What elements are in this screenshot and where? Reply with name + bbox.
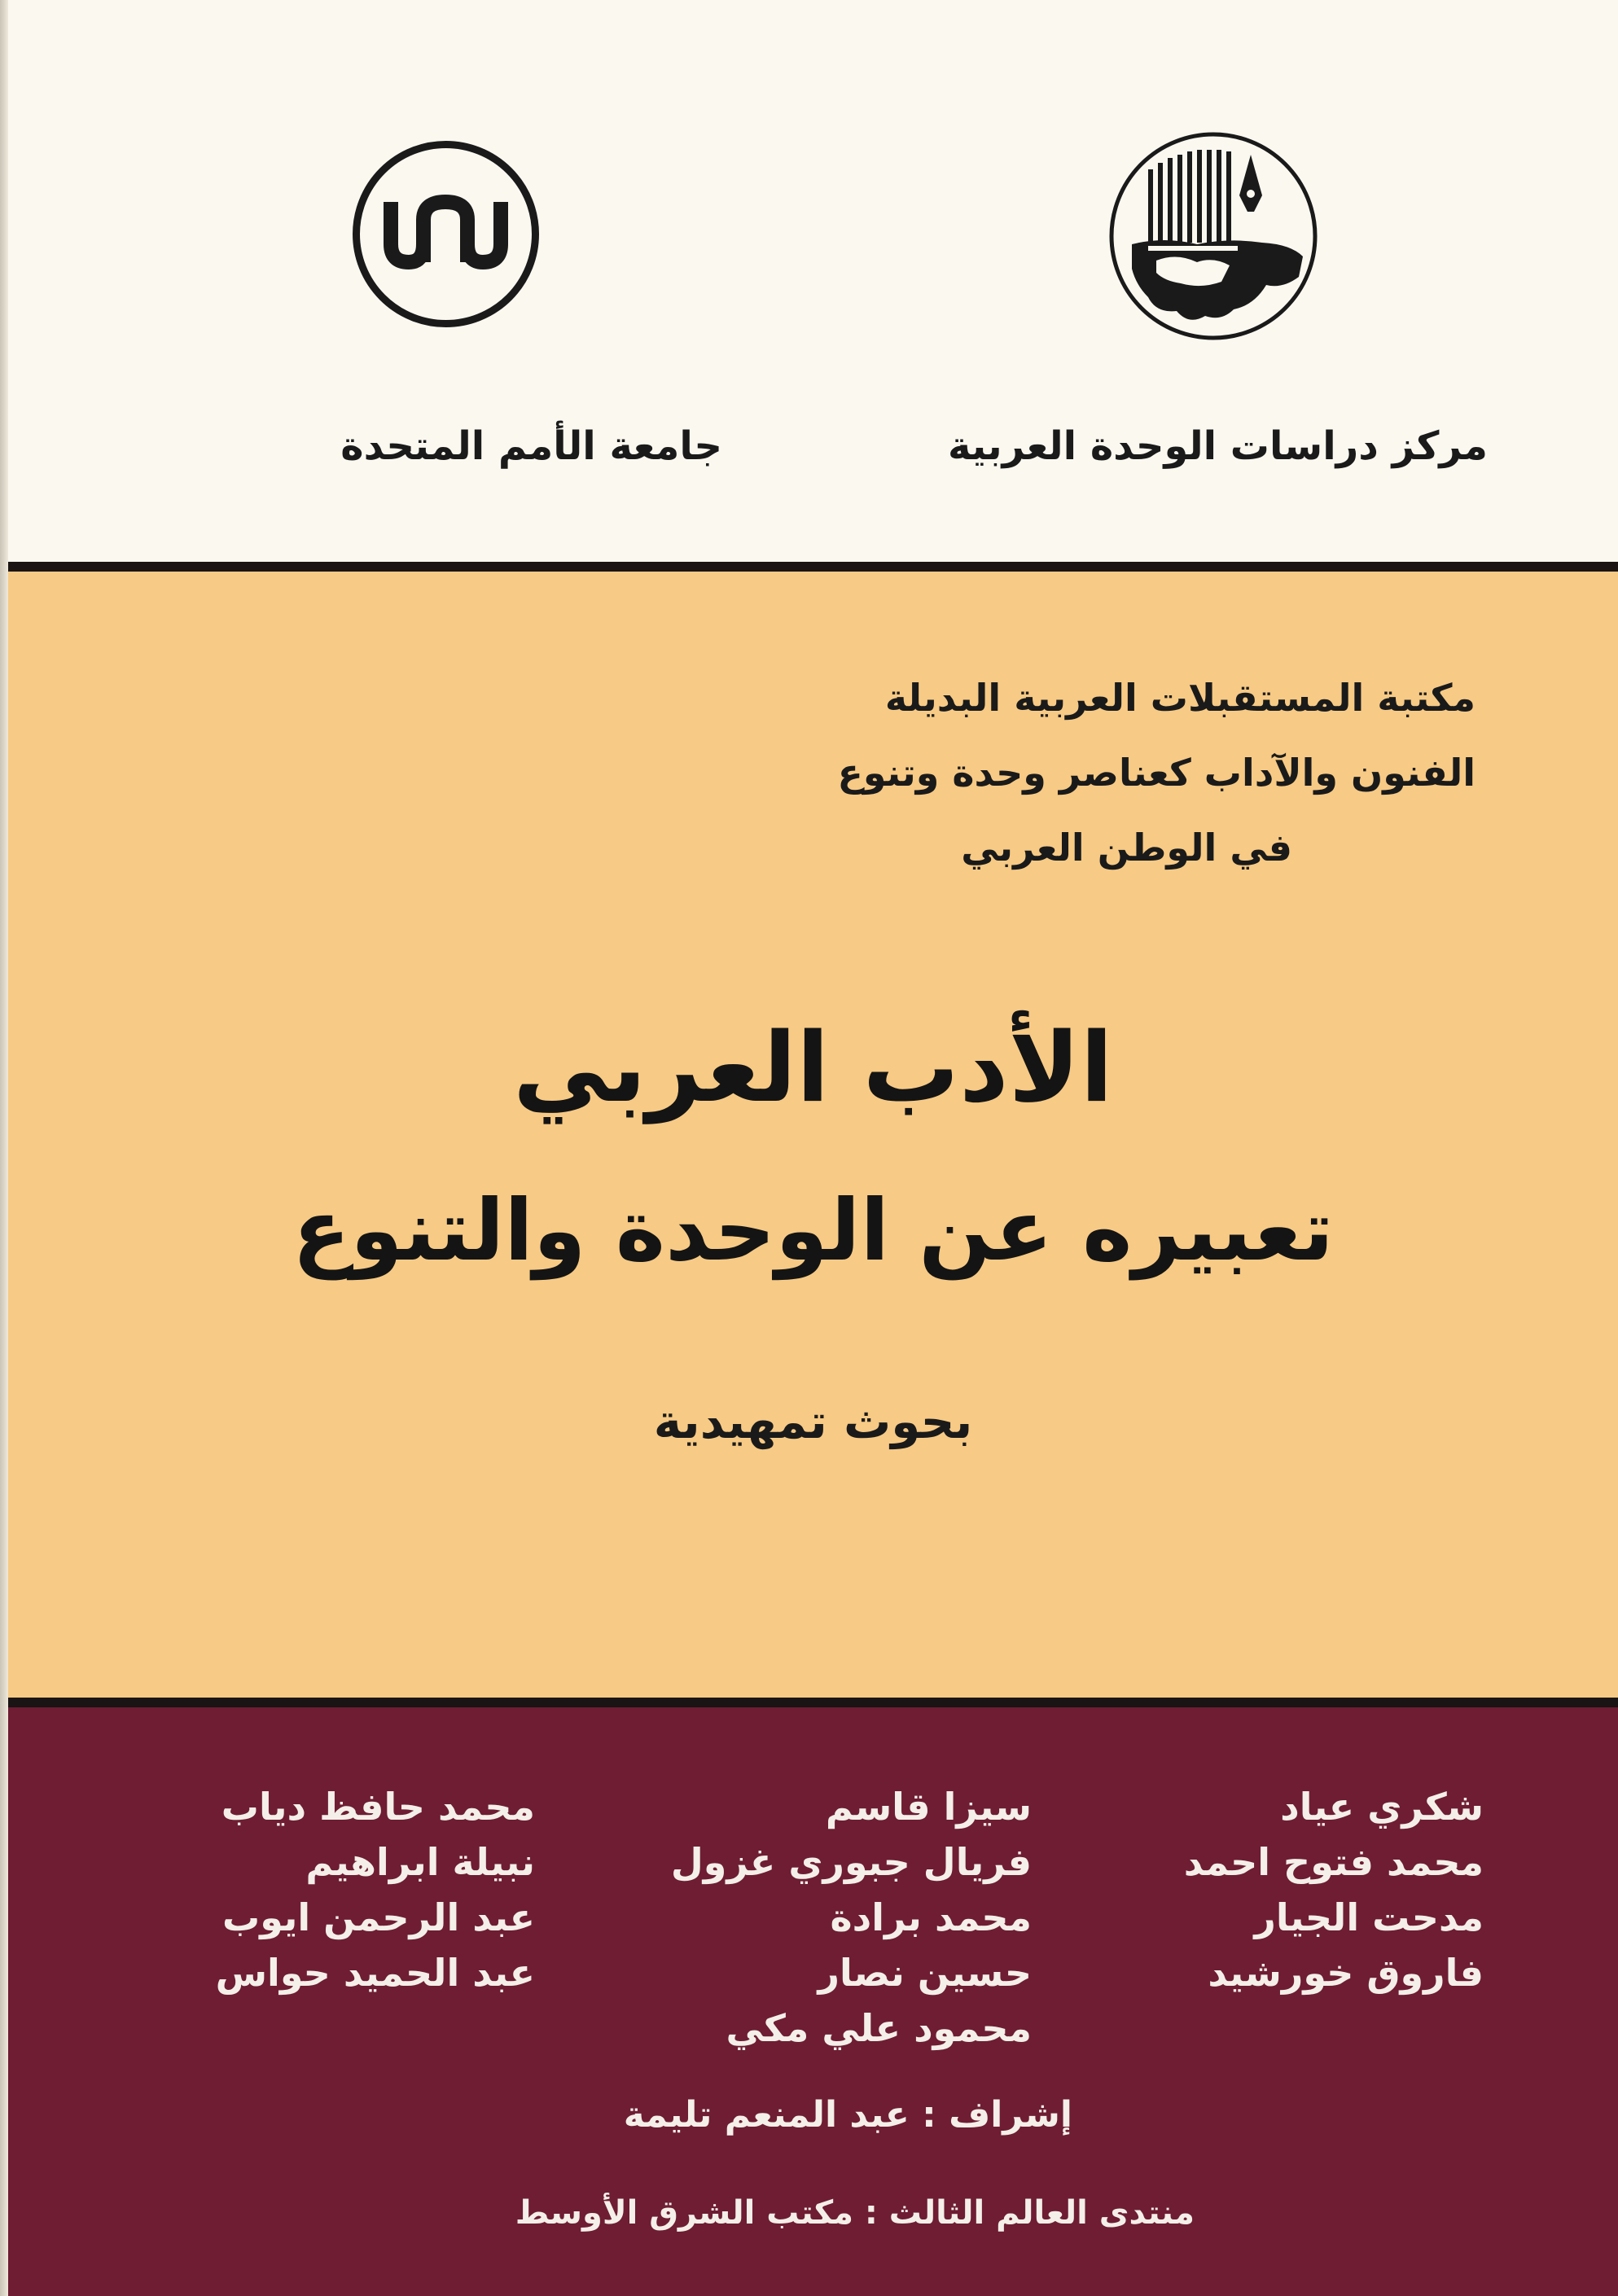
series-line-3: في الوطن العربي — [961, 826, 1292, 870]
author-name: عبد الرحمن ايوب — [222, 1895, 535, 1939]
series-line-1: مكتبة المستقبلات العربية البديلة — [884, 676, 1475, 720]
supervisor-credit: إشراف : عبد المنعم تليمة — [623, 2094, 1072, 2136]
series-line-2: الفنون والآداب كعناصر وحدة وتنوع — [837, 751, 1475, 795]
author-name: شكري عياد — [1280, 1785, 1484, 1829]
author-name: مدحت الجيار — [1254, 1895, 1484, 1939]
author-name: نبيلة ابراهيم — [305, 1840, 535, 1884]
author-name: فريال جبوري غزول — [670, 1840, 1032, 1884]
author-name: محمد حافظ دياب — [221, 1785, 535, 1829]
cover-edge — [0, 0, 8, 2296]
top-band — [8, 0, 1618, 562]
divider-rule-bottom — [8, 1698, 1618, 1707]
author-name: محمود علي مكي — [726, 2006, 1032, 2050]
authors-column-middle — [671, 1779, 1032, 2056]
title-band — [8, 572, 1618, 1698]
authors-column-right — [1184, 1779, 1484, 2000]
author-name: فاروق خورشيد — [1208, 1951, 1484, 1995]
divider-rule-top — [8, 562, 1618, 572]
book-title: الأدب العربي — [513, 1011, 1113, 1124]
author-name: محمد برادة — [830, 1895, 1032, 1939]
book-subtitle: بحوث تمهيدية — [653, 1394, 973, 1449]
unu-name: جامعة الأمم المتحدة — [340, 423, 722, 469]
publisher-line: منتدى العالم الثالث : مكتب الشرق الأوسط — [515, 2194, 1195, 2232]
author-name: عبد الحميد حواس — [215, 1951, 535, 1995]
caus-name: مركز دراسات الوحدة العربية — [947, 423, 1488, 469]
author-name: سيزا قاسم — [825, 1785, 1032, 1829]
author-name: محمد فتوح احمد — [1183, 1840, 1484, 1884]
authors-column-left — [216, 1779, 535, 2000]
caus-globe-emblem-icon — [1099, 122, 1327, 350]
authors-band — [8, 1707, 1618, 2296]
author-name: حسين نصار — [818, 1951, 1032, 1995]
unu-circle-logo-icon — [350, 138, 542, 330]
book-title-line-2: تعبيره عن الوحدة والتنوع — [292, 1181, 1334, 1280]
